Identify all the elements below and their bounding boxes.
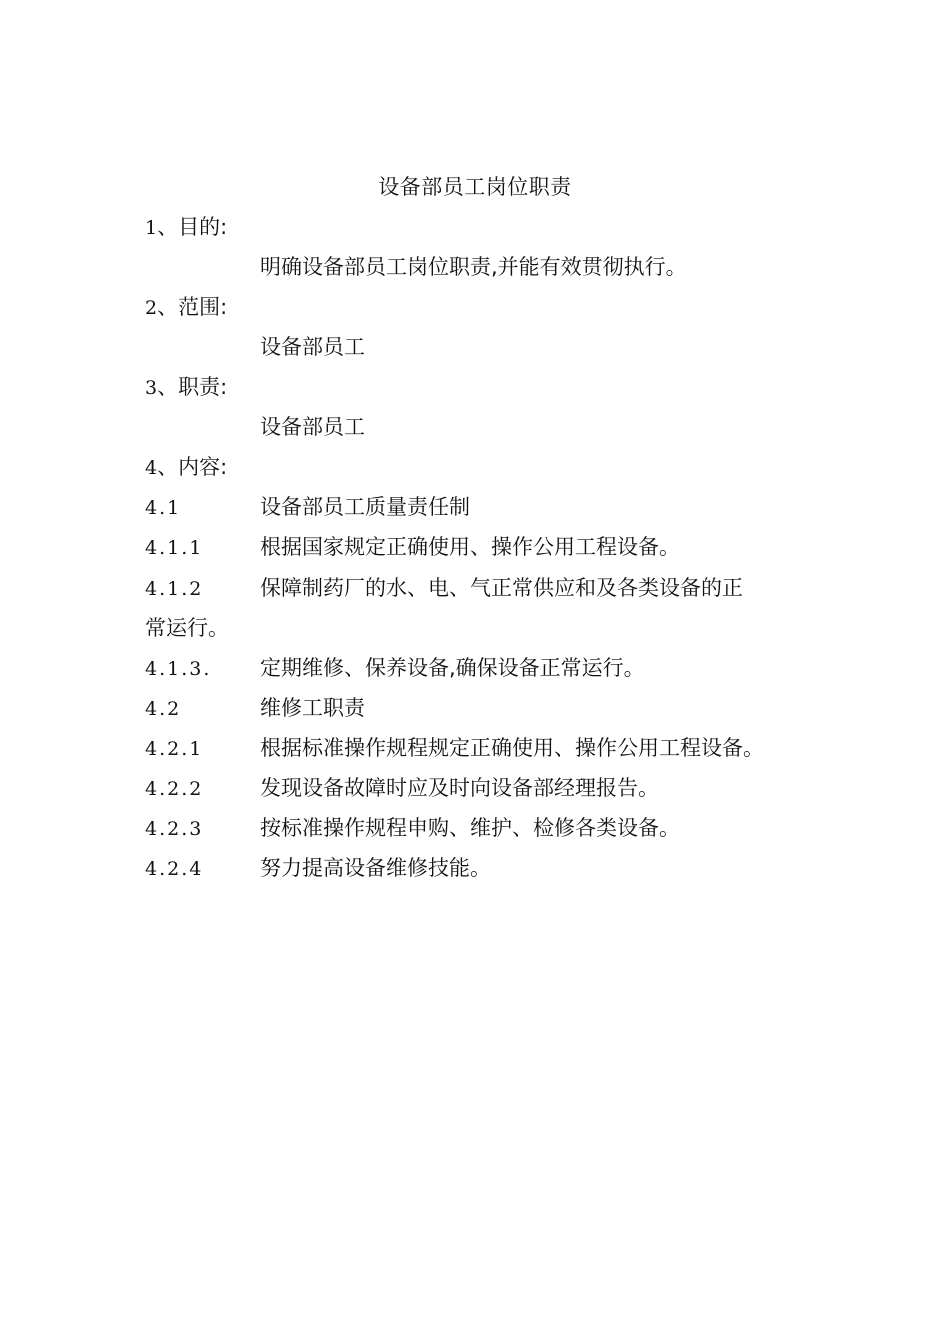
section-label: 内容:: [178, 455, 228, 479]
section-label: 目的:: [178, 215, 228, 239]
item-text: 维修工职责: [260, 696, 365, 720]
section-heading-content: [145, 452, 227, 483]
item-number: 4.2.2: [145, 778, 204, 800]
list-item: [145, 573, 743, 604]
item-text: 按标准操作规程申购、维护、检修各类设备。: [260, 816, 680, 840]
item-text: 根据标准操作规程规定正确使用、操作公用工程设备。: [260, 736, 764, 760]
list-item: [145, 532, 680, 563]
section-number: 1: [145, 217, 158, 239]
item-number: 4.2.1: [145, 738, 204, 760]
item-number: 4.1.3.: [145, 658, 212, 680]
section-body-scope: 设备部员工: [260, 335, 365, 359]
section-number: 2: [145, 297, 158, 319]
section-separator: 、: [157, 455, 179, 479]
list-item: [145, 733, 764, 764]
list-item: [145, 693, 365, 724]
item-text: 努力提高设备维修技能。: [260, 856, 491, 880]
section-heading-responsibility: [145, 372, 227, 403]
item-number: 4.1: [145, 497, 182, 519]
section-separator: 、: [157, 215, 179, 239]
item-number: 4.2.4: [145, 858, 204, 880]
item-text: 根据国家规定正确使用、操作公用工程设备。: [260, 535, 680, 559]
section-separator: 、: [157, 375, 179, 399]
list-item: [145, 653, 645, 684]
item-text: 保障制药厂的水、电、气正常供应和及各类设备的正: [260, 576, 743, 600]
list-item: [145, 492, 470, 523]
item-number: 4.2.3: [145, 818, 204, 840]
section-number: 3: [145, 377, 158, 399]
section-body-responsibility: 设备部员工: [260, 415, 365, 439]
section-label: 范围:: [178, 295, 228, 319]
list-item: [145, 853, 491, 884]
section-separator: 、: [157, 295, 179, 319]
item-number: 4.1.1: [145, 537, 204, 559]
section-label: 职责:: [178, 375, 228, 399]
section-heading-purpose: [145, 212, 227, 243]
list-item: [145, 813, 680, 844]
list-item: [145, 773, 659, 804]
item-text: 设备部员工质量责任制: [260, 495, 470, 519]
item-number: 4.1.2: [145, 578, 204, 600]
document-title: 设备部员工岗位职责: [378, 175, 572, 199]
item-number: 4.2: [145, 698, 182, 720]
item-text: 发现设备故障时应及时向设备部经理报告。: [260, 776, 659, 800]
item-text-continuation: 常运行。: [145, 616, 229, 640]
section-heading-scope: [145, 292, 227, 323]
item-text: 定期维修、保养设备,确保设备正常运行。: [260, 656, 645, 680]
section-number: 4: [145, 457, 158, 479]
section-body-purpose: 明确设备部员工岗位职责,并能有效贯彻执行。: [260, 255, 687, 279]
